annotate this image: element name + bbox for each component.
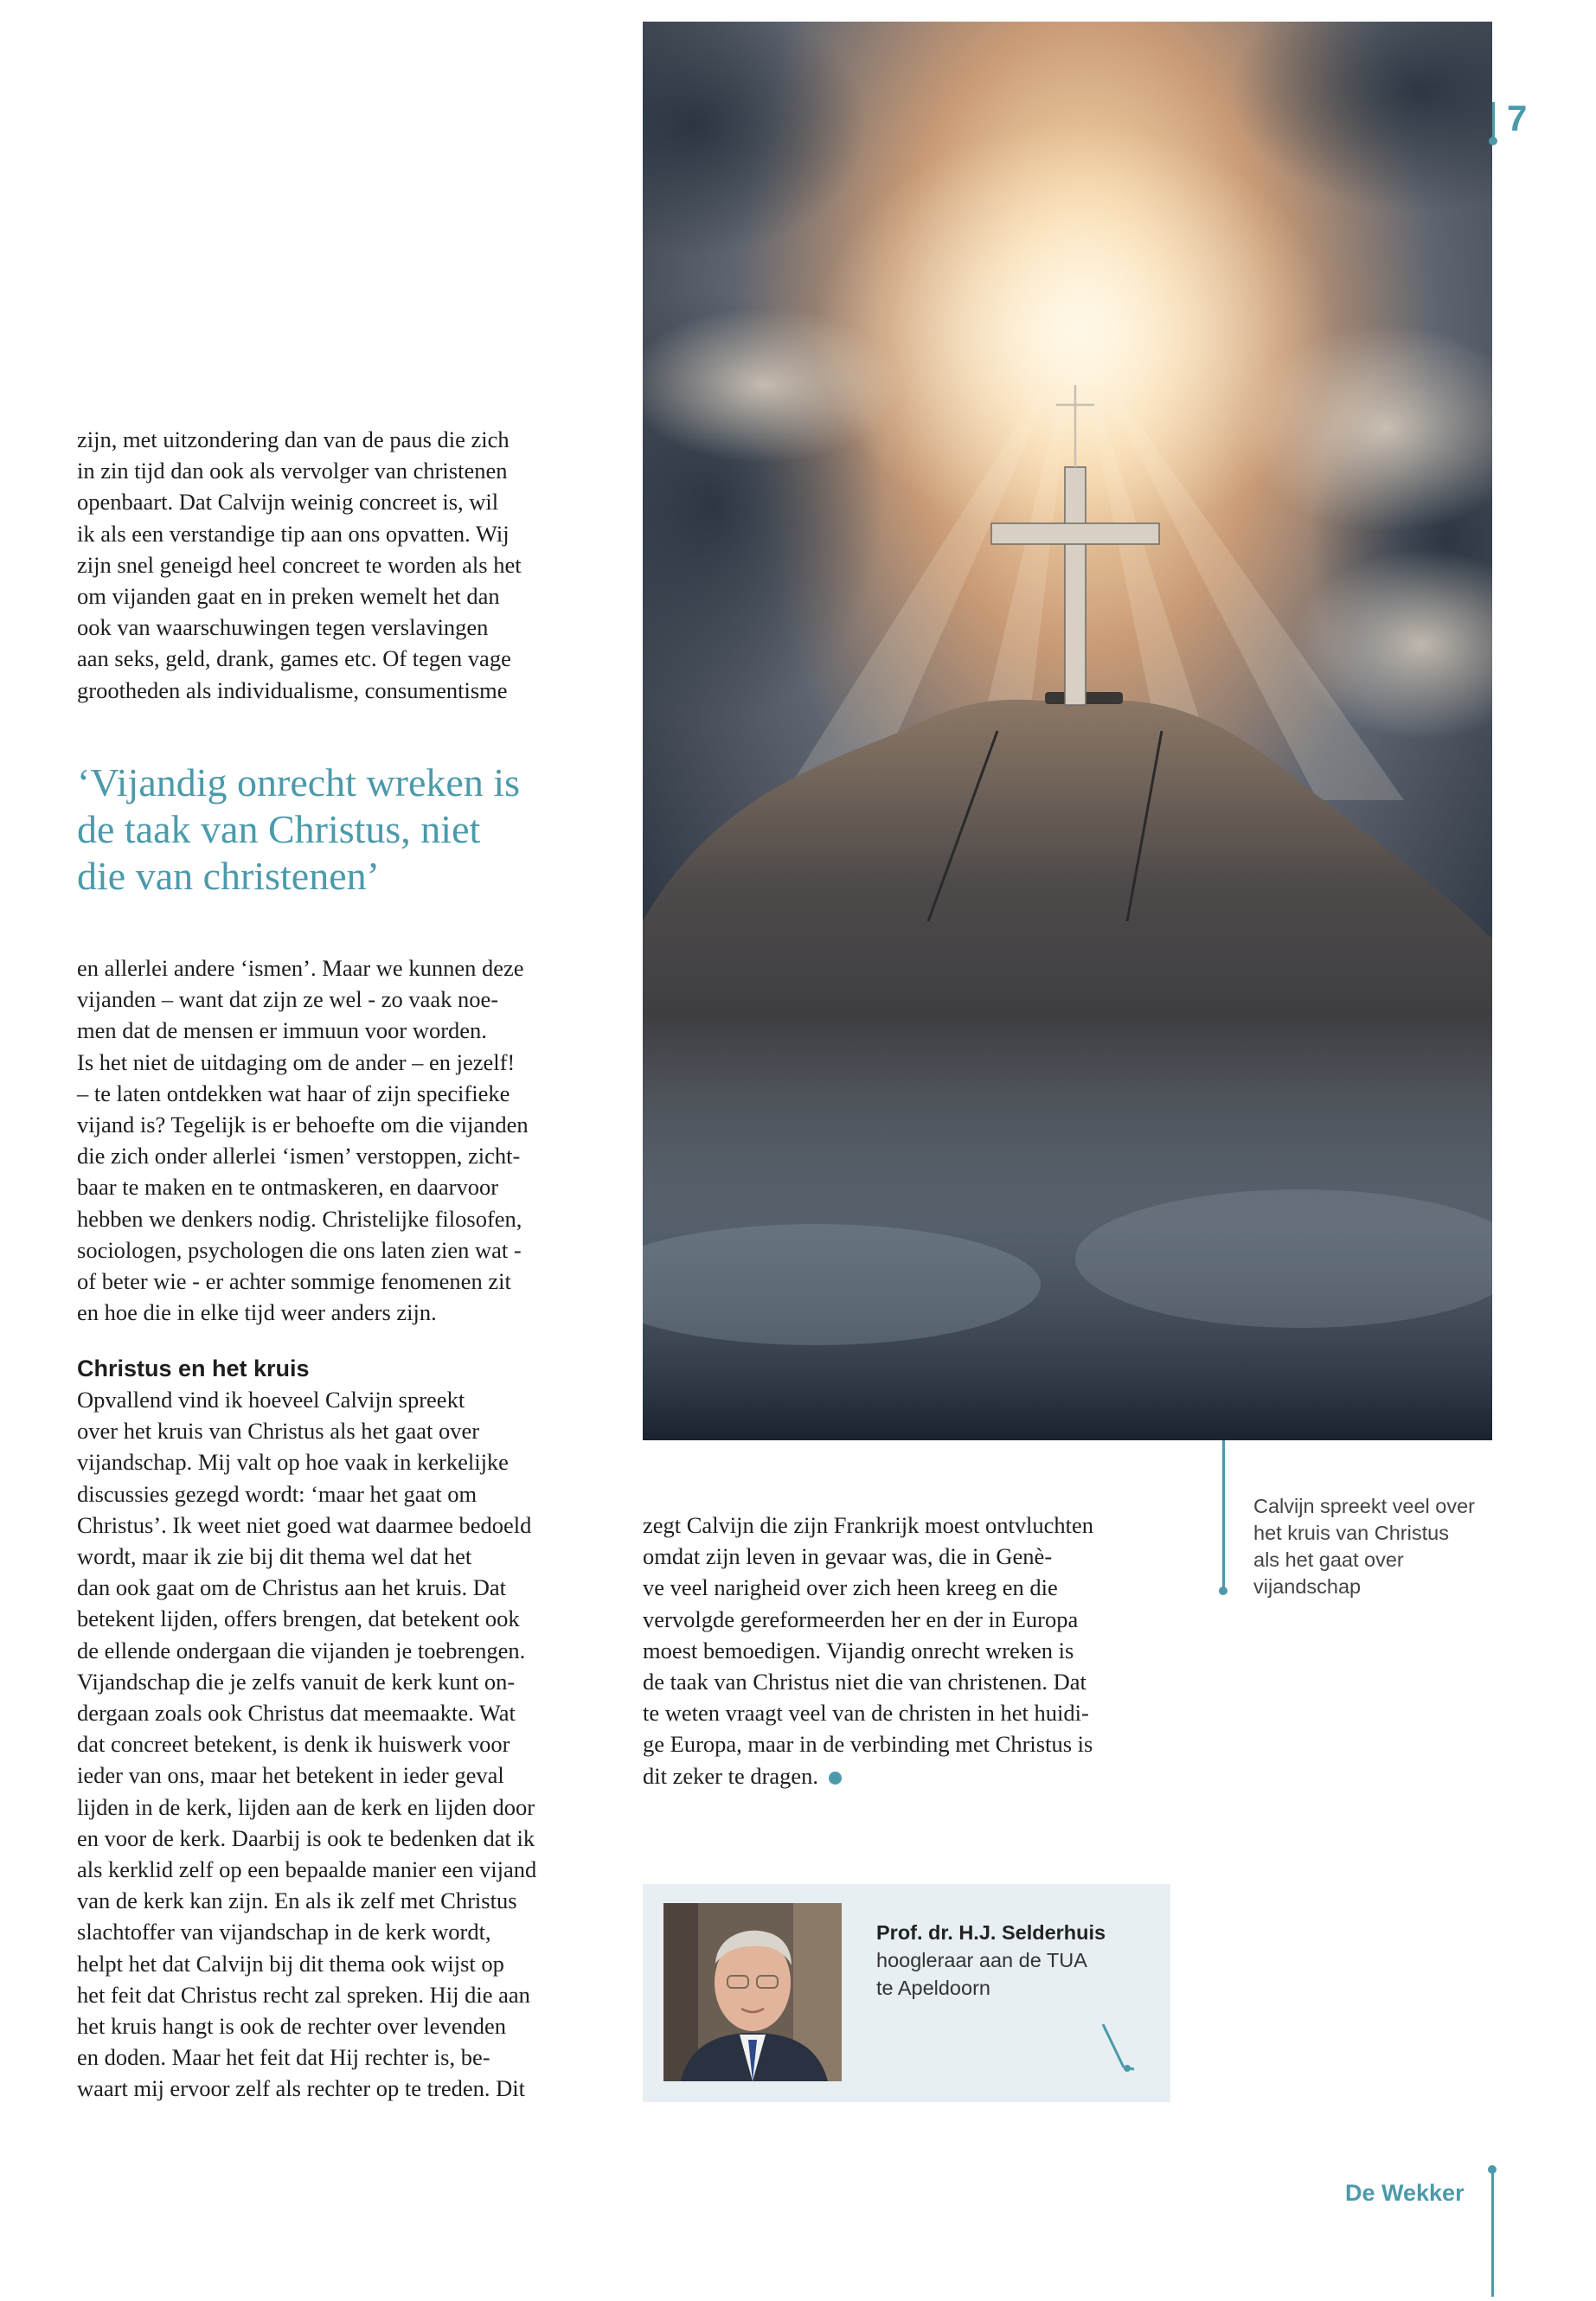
page-number: 7 (1507, 98, 1528, 138)
paragraph-4-text (643, 1509, 1179, 1791)
article-paragraph-3 (77, 1384, 605, 2105)
image-caption: Calvijn spreekt veel over het kruis van Christus als het gaat over vijandschap (1253, 1495, 1475, 1598)
author-photo (663, 1903, 842, 2081)
subheading: Christus en het kruis (77, 1356, 310, 1381)
pull-quote: ‘Vijandig onrecht wreken is de taak van Christus, niet die van christenen’ (77, 760, 521, 898)
footer-dot (1488, 2165, 1497, 2174)
footer-rule (1491, 2167, 1494, 2297)
author-box (643, 1884, 1170, 2102)
article-paragraph-4 (643, 1509, 1179, 1791)
paragraph-3-text: Opvallend vind ik hoeveel Calvijn spreekt over het kruis van Christus als het gaat over vijandschap. Mij valt op hoe vaak in kerkelijke discussies gezegd wordt: ‘maar het gaat om Christus’. Ik weet niet goed wat daarmee bedoeld wordt, maar ik zie bij dit thema wel dat het dan ook gaat om de Christus aan het kruis. Dat betekent lijden, offers brengen, dat betekent ook de ellende ondergaan die vijanden je toebrengen. Vijandschap die je zelfs vanuit de kerk kunt on- dergaan zoals ook Christus dat meemaakte. Wat dat concreet betekent, is denk ik huiswerk voor ieder van ons, maar het betekent in ieder geval lijden in de kerk, lijden aan de kerk en lijden door en voor de kerk. Daarbij is ook te bedenken dat ik als kerklid zelf op een bepaalde manier een vijand van de kerk kan zijn. En als ik zelf met Christus slachtoffer van vijandschap in de kerk wordt, helpt het dat Calvijn bij dit thema ook wijst op het feit dat Christus recht zal spreken. Hij die aan het kruis hangt is ook de rechter over levenden en doden. Maar het feit dat Hij rechter is, be- waart mij ervoor zelf als rechter op te treden. Dit (77, 1387, 537, 2102)
paragraph-4-body: zegt Calvijn die zijn Frankrijk moest ontvluchten omdat zijn leven in gevaar was, die in Genè- ve veel narigheid over zich heen kreeg en die vervolgde gereformeerden her en der in Europa moest bemoedigen. Vijandig onrecht wreken is de taak van Christus niet die van christenen. Dat te weten vraagt veel van de christen in het huidi- ge Europa, maar in de verbinding met Christus is dit zeker te dragen. (643, 1512, 1094, 1789)
magazine-name: De Wekker (1345, 2180, 1465, 2206)
page-number-dot (1489, 137, 1497, 145)
caption-dot (1219, 1586, 1227, 1595)
author-role: hoogleraar aan de TUA te Apeldoorn (876, 1949, 1087, 1999)
author-name: Prof. dr. H.J. Selderhuis (876, 1921, 1106, 1944)
article-paragraph-2 (77, 952, 605, 1328)
hero-image-cross-on-hill (643, 22, 1492, 1440)
decorative-line-icon (1101, 2022, 1136, 2074)
paragraph-2-text: en allerlei andere ‘ismen’. Maar we kunnen deze vijanden – want dat zijn ze wel - zo vaak noe- men dat de mensen er immuun voor worden. Is het niet de uitdaging om de ander – en jezelf! – te laten ontdekken wat haar of zijn specifieke vijand is? Tegelijk is er behoefte om die vijanden die zich onder allerlei ‘ismen’ verstoppen, zicht- baar te maken en te ontmaskeren, en daarvoor hebben we denkers nodig. Christelijke filosofen, sociologen, psychologen die ons laten zien wat - of beter wie - er achter sommige fenomenen zit en hoe die in elke tijd weer anders zijn. (77, 955, 529, 1326)
end-mark-dot (829, 1772, 842, 1785)
paragraph-1-text: zijn, met uitzondering dan van de paus die zich in zin tijd dan ook als vervolger van christenen openbaart. Dat Calvijn weinig concreet is, wil ik als een verstandige tip aan ons opvatten. Wij zijn snel geneigd heel concreet te worden als het om vijanden gaat en in preken wemelt het dan ook van waarschuwingen tegen verslavingen aan seks, geld, drank, games etc. Of tegen vage grootheden als individualisme, consumentisme (77, 426, 522, 703)
article-paragraph-1 (77, 424, 605, 706)
caption-rule (1222, 1440, 1225, 1592)
